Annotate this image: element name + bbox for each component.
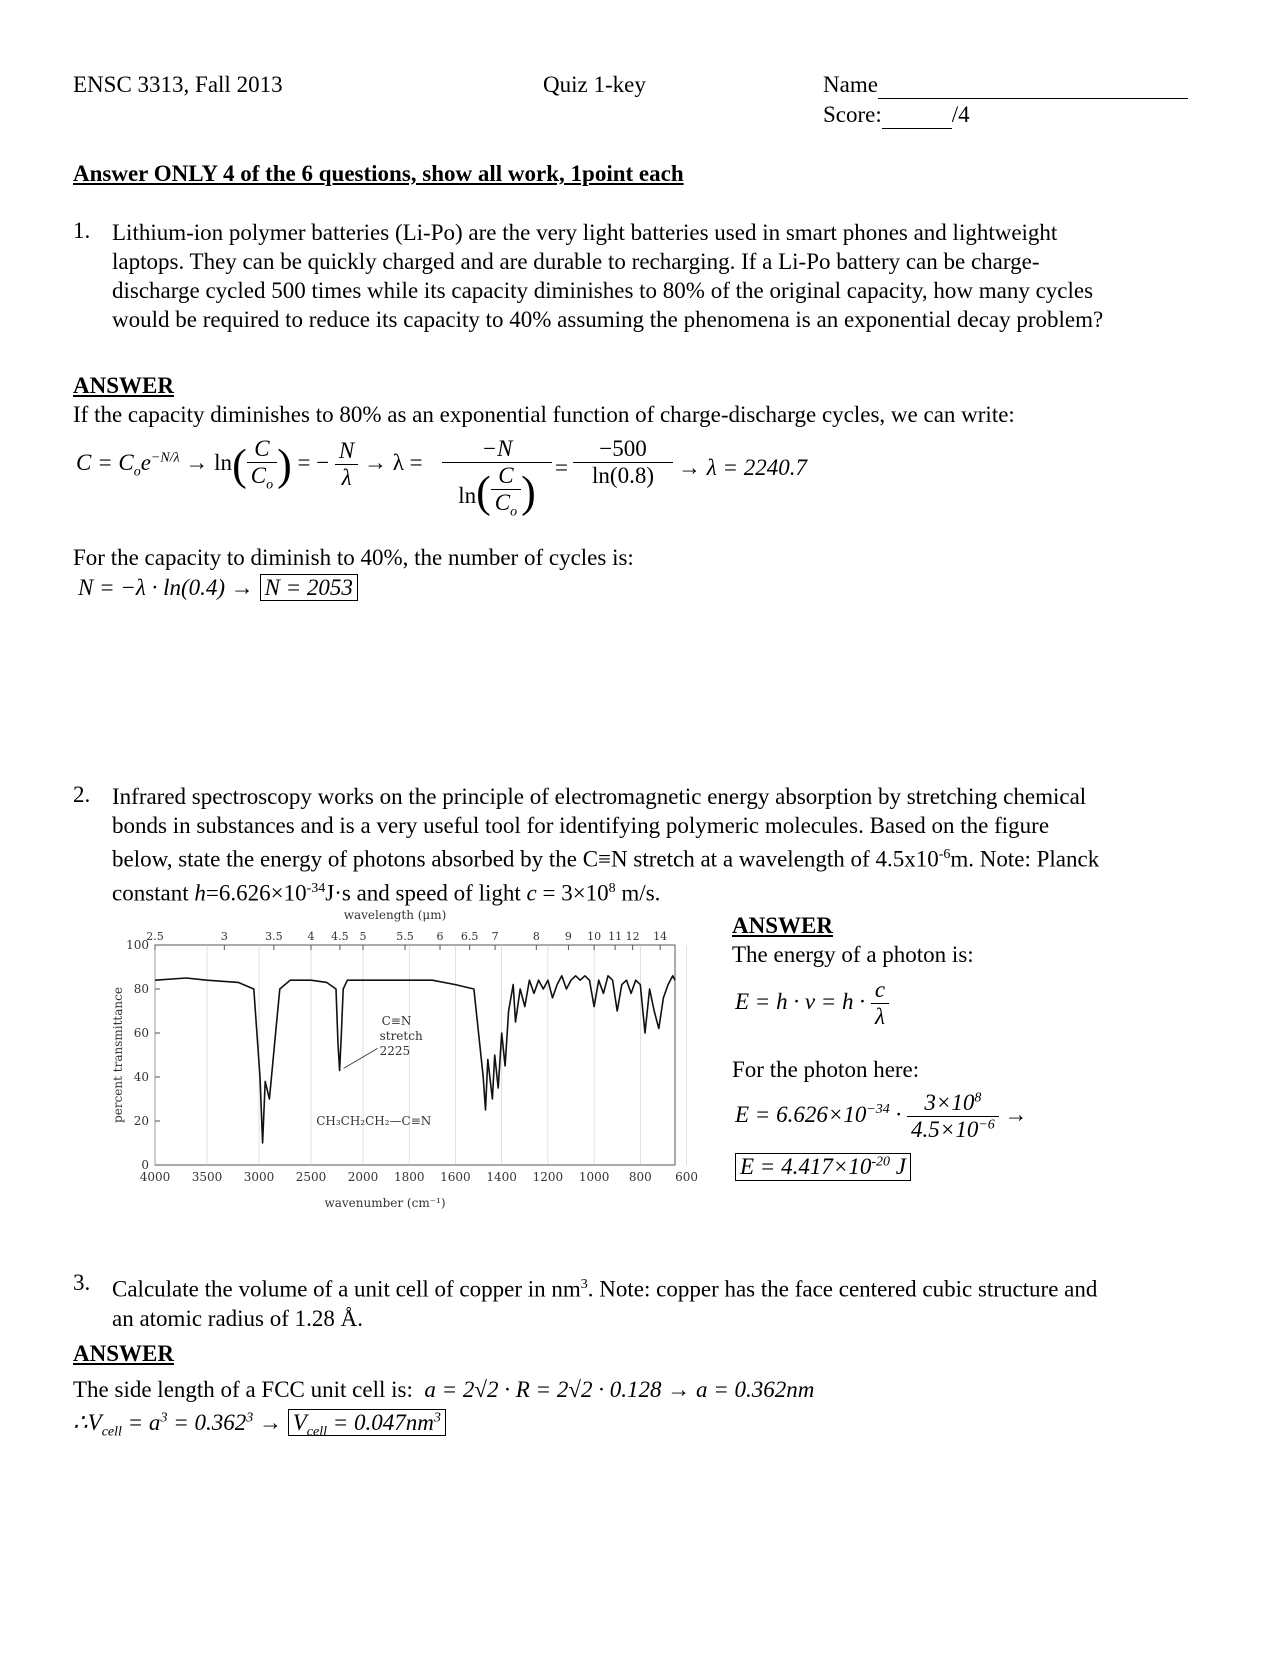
score-line	[882, 102, 952, 129]
q2-answer-intro: The energy of a photon is:	[732, 942, 974, 967]
q3-side-length: The side length of a FCC unit cell is: a = 2√2 · R = 2√2 · 0.128 → a = 0.362nm	[73, 1377, 815, 1402]
x2-tick-label: 5	[359, 930, 367, 943]
compound-label: CH₃CH₂CH₂—C≡N	[316, 1114, 432, 1128]
x-tick-label: 2000	[347, 1170, 379, 1184]
annotation-label: C≡N	[381, 1014, 412, 1028]
y-tick-label: 0	[141, 1158, 149, 1172]
q1-answer-intro: If the capacity diminishes to 80% as an exponential function of charge-discharge cycles, we can write:	[73, 402, 1015, 427]
x-tick-label: 1000	[578, 1170, 610, 1184]
q2-photon-here: For the photon here:	[732, 1057, 920, 1082]
q3-text: Calculate the volume of a unit cell of copper in $nm^3$. Note: copper has the face centered cubic structure and an atomic radius of 1.28 Å.	[112, 1276, 1098, 1331]
q1-line: Lithium-ion polymer batteries (Li-Po) are the very light batteries used in smart phones and lightweight	[112, 220, 1058, 245]
x-tick-label: 1400	[486, 1170, 517, 1184]
plot-frame	[155, 945, 675, 1165]
q1-equation-1: $C = C_oe^{-N/\lambda} \to \ln$( $\frac{C}{C_o}$ ) = − $\frac{N}{\lambda}$ → λ =	[76, 436, 423, 493]
x2-tick-label: 12	[625, 930, 640, 943]
score-total: /4	[951, 102, 970, 127]
x2-tick-label: 7	[491, 930, 499, 943]
x2-tick-label: 14	[653, 930, 668, 943]
q3-answer-label: ANSWER	[73, 1341, 174, 1366]
q1-equation-2: N = −λ · ln(0.4) → N = 2053	[78, 575, 358, 601]
x2-tick-label: 3	[220, 930, 228, 943]
q1-equation-1-eq: =	[555, 455, 568, 480]
q3-final-answer: $V_{cell} = 0.047nm^3$	[288, 1409, 446, 1436]
q1-cycles-intro: For the capacity to diminish to 40%, the number of cycles is:	[73, 545, 634, 570]
x2-axis-label: wavelength (μm)	[343, 908, 447, 922]
x-tick-label: 1200	[532, 1170, 564, 1184]
name-line	[878, 72, 1188, 99]
x2-tick-label: 4.5	[331, 930, 349, 943]
q2-answer-label: ANSWER	[732, 913, 833, 938]
q3-volume-equation: $\therefore V_{cell} = a^3 = 0.362^3 \to V_{cell} = 0.047nm^3$	[73, 1410, 446, 1441]
x2-tick-label: 8	[532, 930, 540, 943]
y-tick-label: 100	[126, 938, 149, 952]
ir-spectrum-chart	[110, 908, 720, 1255]
x-tick-label: 2500	[295, 1170, 327, 1184]
quiz-title: Quiz 1-key	[543, 72, 646, 97]
x-tick-label: 1600	[440, 1170, 471, 1184]
score-label: Score:	[823, 102, 882, 127]
y-tick-label: 20	[133, 1114, 149, 1128]
x2-tick-label: 6	[436, 930, 444, 943]
x-tick-label: 600	[675, 1170, 699, 1184]
x2-tick-label: 5.5	[396, 930, 414, 943]
x-axis-label: wavenumber (cm⁻¹)	[324, 1196, 446, 1210]
y-tick-label: 40	[133, 1070, 149, 1084]
x-tick-label: 800	[628, 1170, 652, 1184]
x2-tick-label: 2.5	[146, 930, 164, 943]
q2-final-answer: $E = 4.417\times 10^{-20}$ J	[735, 1153, 911, 1181]
q3-number: 3.	[73, 1270, 91, 1295]
x2-tick-label: 3.5	[265, 930, 283, 943]
x2-tick-label: 10	[587, 930, 602, 943]
q1-line: discharge cycled 500 times while its capacity diminishes to 80% of the original capacity, how many cycles	[112, 278, 1094, 303]
q2-number: 2.	[73, 782, 91, 807]
y-tick-label: 80	[133, 982, 149, 996]
q1-line: laptops. They can be quickly charged and are durable to recharging. If a Li-Po battery can be charge-	[112, 249, 1040, 274]
q1-text	[112, 218, 1212, 334]
x2-tick-label: 6.5	[460, 930, 479, 943]
annotation-sub: stretch	[379, 1029, 423, 1043]
x2-tick-label: 9	[564, 930, 572, 943]
name-field[interactable]	[823, 72, 1188, 99]
name-label: Name	[823, 72, 878, 97]
x2-tick-label: 11	[608, 930, 623, 943]
q2-value-equation: $E = 6.626\times 10^{-34}$ · $\frac{3\times 10^8}{4.5\times 10^{-6}}$ →	[735, 1090, 1028, 1142]
score-field[interactable]	[823, 102, 970, 129]
y-tick-label: 60	[133, 1026, 149, 1040]
x-tick-label: 3000	[243, 1170, 275, 1184]
instructions: Answer ONLY 4 of the 6 questions, show all work, 1point each	[73, 161, 684, 186]
q1-equation-1-frac-negN: −N ln( $\frac{C}{C_o}$ )	[442, 436, 552, 521]
x-tick-label: 3500	[191, 1170, 223, 1184]
q1-final-answer: N = 2053	[260, 574, 358, 601]
x2-tick-label: 4	[307, 930, 315, 943]
y-axis-label: percent transmittance	[111, 987, 125, 1123]
q2-text: Infrared spectroscopy works on the principle of electromagnetic energy absorption by stretching chemical bonds in substances and is a very useful tool for identifying polymeric molecules. Based on the figure below, state the energy of photons absorbed by the C≡N stretch at a wavelength of $4.5x10^{-6}m$. Note: Planck constant $h=6.626\times 10^{-34}J\cdot s$ and speed of light $c = 3\times 10^8$ m/s.	[112, 784, 1100, 906]
q2-photon-equation: E = h · ν = h · $\frac{c}{\lambda}$	[735, 977, 889, 1030]
course-title: ENSC 3313, Fall 2013	[73, 72, 283, 97]
x-tick-label: 1800	[393, 1170, 425, 1184]
q1-equation-1-frac-500: −500 ln(0.8)	[573, 436, 673, 489]
q1-line: would be required to reduce its capacity to 40% assuming the phenomena is an exponential decay problem?	[112, 307, 1104, 332]
q1-equation-1-result: → λ = 2240.7	[678, 455, 807, 480]
annotation-value: 2225	[379, 1044, 411, 1058]
q1-answer-label: ANSWER	[73, 373, 174, 398]
q1-number: 1.	[73, 218, 91, 243]
x-tick-label: 4000	[139, 1170, 171, 1184]
annotation-pointer	[344, 1048, 378, 1068]
